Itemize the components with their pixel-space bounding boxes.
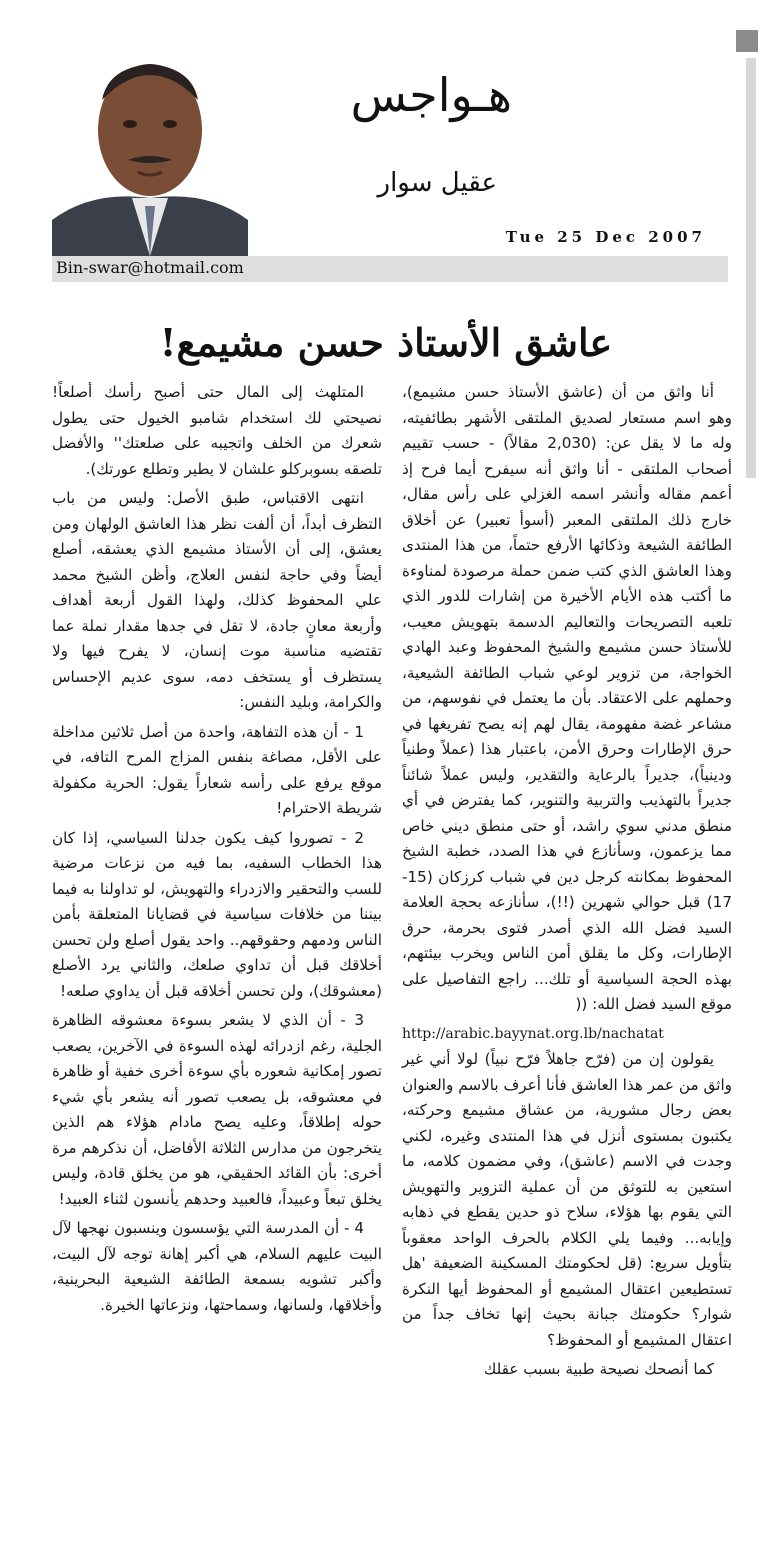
source-link[interactable]: http://arabic.bayynat.org.lb/nachatat [402,1025,664,1042]
corner-marker [736,30,758,52]
paragraph: 1 - أن هذه التفاهة، واحدة من أصل ثلاثين مداخلة على الأقل، مصاغة بنفس المزاج المرح التافه، في موقع يرفع على رأسه شعاراً يقول: الحرية مكفولة شريطة الاحترام! [52,722,382,817]
paragraph: المتلهث إلى المال حتى أصبح رأسك أصلعاً! نصيحتي لك استخدام شامبو الخيول حتى يطول شعرك من الخلف واتجيبه على صلعتك'' والأفضل تلصقه بسوبركلو علشان لا يطير وتطلع عورتك). [52,383,382,478]
author-portrait-image [52,20,248,256]
author-email[interactable]: Bin-swar@hotmail.com [56,258,244,277]
paragraph: 3 - أن الذي لا يشعر بسوءة معشوقه الظاهرة الجلية، رغم ازدرائه لهذه السوءة في الآخرين، يصعب تصور إمكانية شعوره بأي سوءة أخرى خفية أو ظاهرة في معشوقه، بل يصعب تصور أنه يشعر بأي شيء حوله إطلاقاً، وعليه يصح مادام هؤلاء هم الذين يتخرجون من مدارس الثلاثة الأفاضل، أن نذكرهم مرة أخرى: بأن القائد الحقيقي، هو من يخلق قادة، وليس يخلق تبعاً وعبيداً، فالعبيد وحدهم يأنسون لثناء العبيد! [52,1011,382,1208]
author-photo [52,20,248,256]
side-rule [746,58,756,478]
article-column-right [402,380,732,1387]
article-headline: عاشق الأستاذ حسن مشيمع! [159,320,613,365]
publish-date: Tue 25 Dec 2007 [505,228,706,246]
author-name: عقيل سوار [377,168,497,198]
article-column-left [52,380,382,1322]
paragraph: 2 - تصوروا كيف يكون جدلنا السياسي، إذا كان هذا الخطاب السفيه، بما فيه من نزعات مرضية للسب والتحقير والازدراء والتهويش، لو تداولنا به فيما بيننا من خلافات سياسية في قضايانا المتعلقة بأمن الناس ودمهم وحقوقهم.. واحد يقول أصلع ولن تحسن أخلاقك قبل أن تداوي صلعك، والثاني يرد الأصلع (معشوقك)، ولن تحسن أخلاقه قبل أن يداوي صلعه! [52,828,382,1000]
paragraph: أنا واثق من أن (عاشق الأستاذ حسن مشيمع)، وهو اسم مستعار لصديق الملتقى الأشهر بطائفيته، وله ما لا يقل عن: (2,030 مقالاً) - حسب تقييم أصحاب الملتقى - أنا واثق أنه سيفرح أيما فرح إذ أعمم مقاله وأنشر اسمه الغزلي على رأس مقال، خارج ذلك الملتقى المعبر (أسوأ تعبير) عن أخلاق الطائفة الشيعة وذكائها الأرفع حتماً، من هذا المنتدى وهذا العاشق الذي كتب ضمن حملة مرصودة لمناوءة ما أكتب هذه الأيام الأخيرة من إشارات للدور الذي تلعبه التصريحات والتعاليم الدسمة بتهويش معيب، للأستاذ حسن مشيمع والشيخ المحفوظ وعبد الهادي الخواجة، من تزوير لوعي شباب الطائفة الشيعية، وحملهم على الاعتقاد. بأن ما يعتمل في نفوسهم، من مشاعر غضة مفهومة، يقال لهم إنه يصح تفريغها في حرق الإطارات وحرق الأمن، باعتبار هذا (عملاً وطنياً ودينياً)، جديراً بالرعاية والتقدير، وليس عملاً شائناً جديراً بالتهذيب والتربية والتنوير، كما يفترض في أي منطق مدني سوي راشد، أو حتى منطق ديني خاص مما يزعمون، وسأنازع في هذا الصدد، خطبة الشيخ المحفوظ بمكانته كرجل دين في شباب كرزكان (15-17) قبل حوالي شهرين (!!)، سأنازعه بحجة العلامة السيد فضل الله الذي أصدر فتوى بحرمة، حرق الإطارات، وكل ما يقلق أمن الناس ويخرب بيئتهم، بهذه الحجة السياسية أو تلك... راجع التفاصيل على موقع السيد فضل الله: (( [402,383,732,1013]
paragraph: 4 - أن المدرسة التي يؤسسون وينسبون نهجها لآل البيت عليهم السلام، هي أكبر إهانة توجه لآل البيت، وأكبر تشويه بسمعة الطائفة الشيعية البحرينية، وأخلاقها، ولسانها، وسماحتها، ونزعاتها الخيرة. [51,1219,382,1314]
paragraph: كما أنصحك نصيحة طبية بسبب عقلك [483,1360,714,1378]
paragraph: يقولون إن من (فرّح جاهلاً فرّح نبياً) لولا أني غير واثق من عمر هذا العاشق فأنا أعرف بالاسم والعنوان بعض رجال مشورية، من عشاق مشيمع وحركته، يكتبون بمستوى أنزل في هذا المنتدى وغيره، لكني وجدت في الاسم (عاشق)، وفي مضمون كلامه، ما استعين به للتوثق من أن عملية التزوير والتهويش التي يقوم بها هؤلاء، سلاح ذو حدين يقطع في ذهابه وإيابه... وفيما يلي الكلام بالحرف الواحد معقوباً بتأويل سريع: (قل لحكومتك المسكينة الضعيفة 'هل تستطيعين اعتقال المشيمع أو المحفوظ أيها النكرة شوار؟ حكومتك جبانة بحيث إنها تخاف جداً من اعتقال المشيمع أو المحفوظ؟ [402,1050,732,1349]
column-title: هـواجس [350,68,512,122]
paragraph: انتهى الاقتباس، طبق الأصل: وليس من باب التظرف أبداً، أن ألفت نظر هذا العاشق الولهان ومن يعشق، إلى أن الأستاذ مشيمع الذي يعشقه، أصلع أيضاً وفي حاجة لنفس العلاج، وأظن الشيخ محمد علي المحفوظ كذلك، ولهذا القول أربعة أهداف وأربعة معانٍ جادة، لا تقل في جدها مقدار نملة عما تقتضيه مناسبة موت إنسان، لا يفرح فيها ولا يستظرف أو يستخف دمه، سوى عديم الإحساس والكرامة، وبليد النفس: [52,489,382,711]
